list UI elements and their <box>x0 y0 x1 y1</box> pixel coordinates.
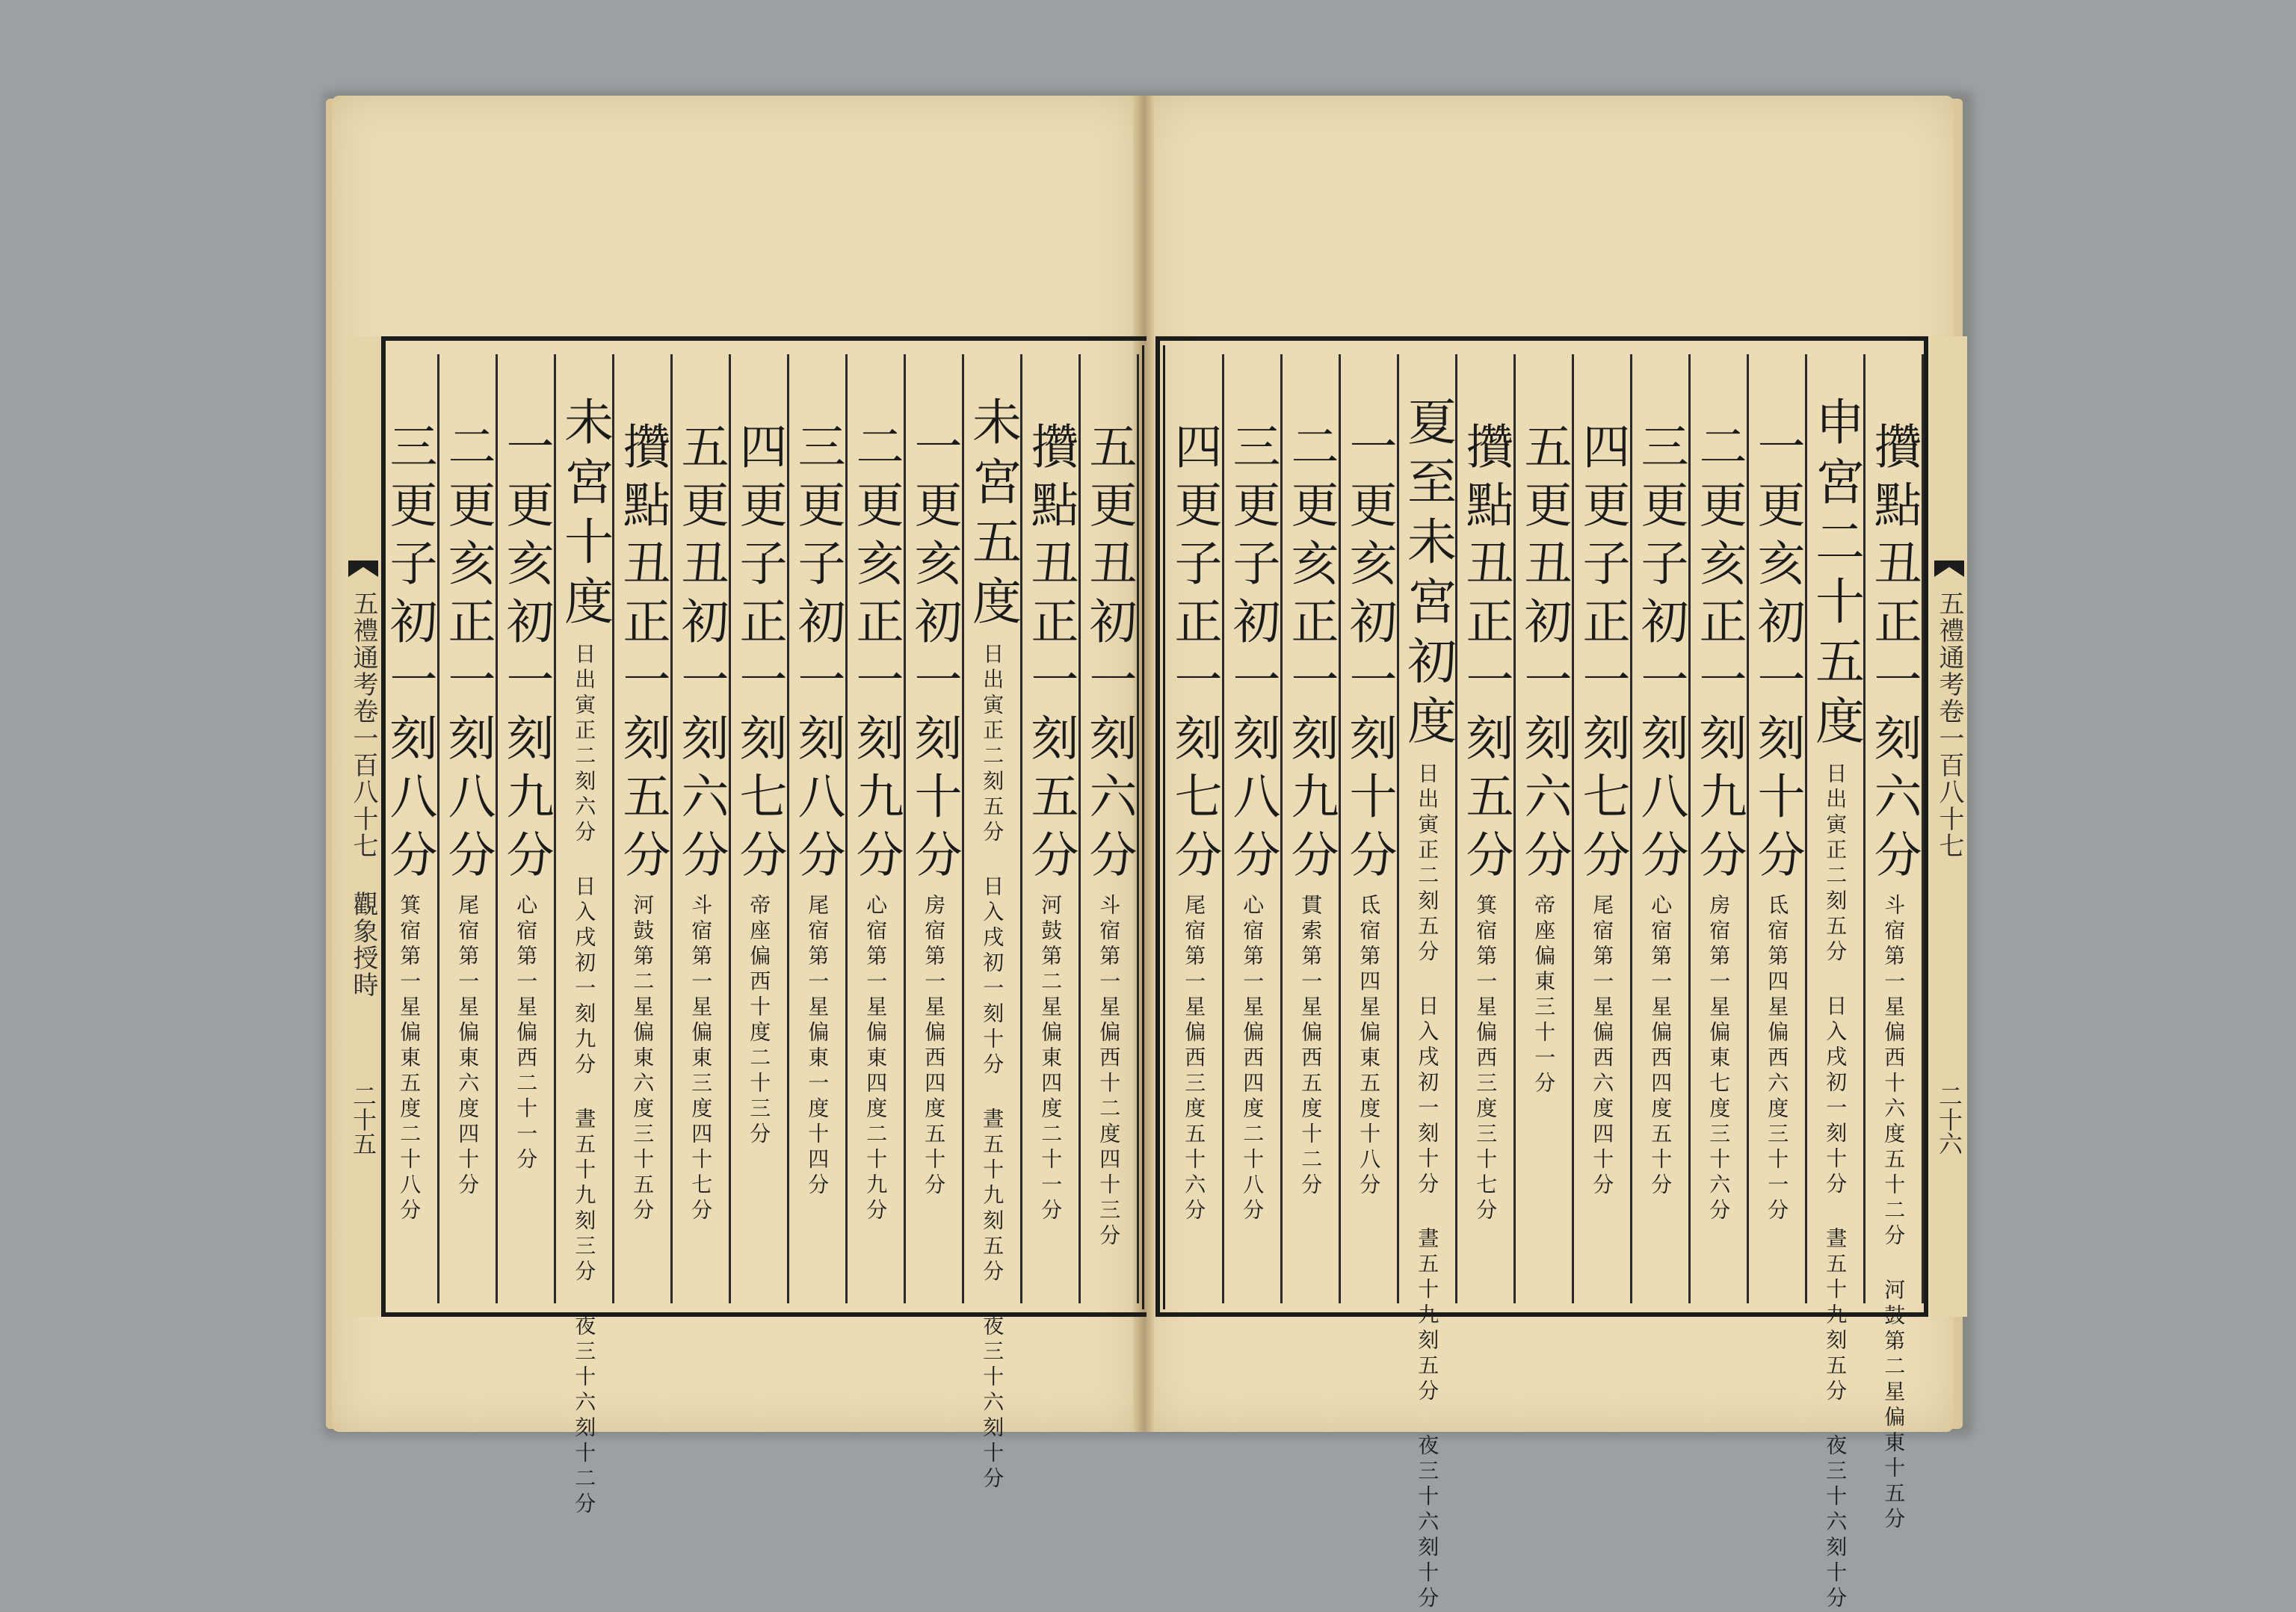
fish-tail-mark <box>348 561 378 577</box>
column-main-text: 四更子正一刻七分 <box>731 421 787 888</box>
column-main-text: 三更子初一刻八分 <box>1632 421 1688 888</box>
right-folio-title: 五禮通考卷一百八十七 <box>1934 590 1964 859</box>
left-folio-page-number: 二十五 <box>349 1084 377 1155</box>
column-note-text: 帝座偏東三十一分 <box>1531 894 1557 1097</box>
text-column <box>906 354 964 1303</box>
column-main-text: 四更子正一刻七分 <box>1574 421 1630 888</box>
column-main-text: 一更亥初一刻十分 <box>1749 421 1805 888</box>
column-main-text: 三更子初一刻八分 <box>381 421 437 888</box>
column-note-text: 尾宿第一星偏西六度四十分 <box>1590 894 1615 1199</box>
text-column <box>1806 354 1866 1612</box>
column-main-text: 三更子初一刻八分 <box>789 421 845 888</box>
text-column <box>614 354 673 1303</box>
text-column <box>1632 354 1691 1303</box>
text-column <box>555 354 614 1518</box>
text-column <box>1022 354 1081 1303</box>
column-main-text: 攢點丑正一刻六分 <box>1866 421 1922 888</box>
right-folio-strip <box>1931 336 1967 1317</box>
column-main-text: 攢點丑正一刻五分 <box>1022 421 1078 888</box>
column-main-text: 申宮二十五度 <box>1806 396 1865 755</box>
column-main-text: 二更亥正一刻九分 <box>1283 421 1339 888</box>
column-note-text: 尾宿第一星偏西三度五十六分 <box>1182 894 1207 1224</box>
column-main-text: 五更丑初一刻六分 <box>1516 421 1572 888</box>
text-column <box>789 354 848 1303</box>
column-note-text: 尾宿第一星偏東一度十四分 <box>805 894 830 1199</box>
fish-tail-mark <box>1934 561 1964 577</box>
text-column <box>381 354 439 1303</box>
column-main-text: 一更亥初一刻十分 <box>906 421 962 888</box>
text-column <box>1866 354 1924 1533</box>
text-column <box>1691 354 1749 1303</box>
column-main-text: 一更亥初一刻九分 <box>498 421 554 888</box>
text-column <box>1516 354 1574 1303</box>
column-main-text: 五更丑初一刻六分 <box>1081 421 1137 888</box>
left-frame-inner-rule <box>1142 345 1144 1309</box>
column-note-text: 日出寅正二刻五分 日入戌初一刻十分 晝五十九刻五分 夜三十六刻十分 <box>980 643 1005 1492</box>
column-note-text: 斗宿第一星偏西十六度五十二分 河鼓第二星偏東十五分 <box>1881 894 1907 1533</box>
text-column <box>1166 354 1224 1303</box>
column-main-text: 五更丑初一刻六分 <box>673 421 729 888</box>
text-column <box>848 354 906 1303</box>
column-note-text: 斗宿第一星偏東三度四十七分 <box>688 894 714 1224</box>
column-note-text: 貫索第一星偏西五度十二分 <box>1298 894 1324 1199</box>
text-column <box>673 354 731 1303</box>
right-folio-page-number: 二十六 <box>1935 1084 1963 1155</box>
column-note-text: 河鼓第二星偏東六度三十五分 <box>630 894 655 1224</box>
column-note-text: 箕宿第一星偏西三度三十七分 <box>1473 894 1499 1224</box>
column-main-text: 未宮五度 <box>963 396 1022 635</box>
column-note-text: 房宿第一星偏東七度三十六分 <box>1706 894 1732 1224</box>
column-note-text: 斗宿第一星偏西十二度四十三分 <box>1096 894 1122 1250</box>
column-note-text: 氐宿第四星偏東五度十八分 <box>1357 894 1382 1199</box>
text-column <box>1457 354 1516 1303</box>
text-column <box>1283 354 1341 1303</box>
column-main-text: 四更子正一刻七分 <box>1166 421 1222 888</box>
column-main-text: 一更亥初一刻十分 <box>1341 421 1397 888</box>
right-frame-inner-rule <box>1163 345 1165 1309</box>
column-main-text: 攢點丑正一刻五分 <box>614 421 670 888</box>
column-note-text: 心宿第一星偏西二十一分 <box>513 894 539 1173</box>
column-note-text: 日出寅正二刻五分 日入戌初一刻十分 晝五十九刻五分 夜三十六刻十分 <box>1415 762 1440 1612</box>
text-column <box>1224 354 1283 1303</box>
column-note-text: 箕宿第一星偏東五度二十八分 <box>397 894 422 1224</box>
text-column <box>439 354 498 1303</box>
column-note-text: 房宿第一星偏西四度五十分 <box>922 894 947 1199</box>
text-column <box>1398 354 1457 1612</box>
column-note-text: 河鼓第二星偏東四度二十一分 <box>1038 894 1064 1224</box>
column-note-text: 尾宿第一星偏東六度四十分 <box>455 894 481 1199</box>
text-column <box>498 354 556 1303</box>
text-column <box>1081 354 1139 1303</box>
text-column <box>963 354 1022 1492</box>
column-note-text: 氐宿第四星偏西六度三十一分 <box>1765 894 1790 1224</box>
text-column <box>1341 354 1399 1303</box>
text-column <box>1749 354 1807 1303</box>
column-note-text: 心宿第一星偏西四度五十分 <box>1648 894 1673 1199</box>
column-note-text: 心宿第一星偏東四度二十九分 <box>863 894 889 1224</box>
column-main-text: 未宮十度 <box>555 396 614 635</box>
column-main-text: 二更亥正一刻八分 <box>439 421 496 888</box>
column-note-text: 日出寅正二刻六分 日入戌初一刻九分 晝五十九刻三分 夜三十六刻十二分 <box>572 643 597 1518</box>
column-note-text: 帝座偏西十度二十三分 <box>747 894 772 1148</box>
left-folio-strip <box>345 336 381 1317</box>
text-column <box>1574 354 1632 1303</box>
column-main-text: 二更亥正一刻九分 <box>1691 421 1747 888</box>
column-note-text: 心宿第一星偏西四度二十八分 <box>1240 894 1265 1224</box>
column-main-text: 夏至未宮初度 <box>1398 396 1457 755</box>
column-main-text: 三更子初一刻八分 <box>1224 421 1280 888</box>
column-main-text: 攢點丑正一刻五分 <box>1457 421 1513 888</box>
column-main-text: 二更亥正一刻九分 <box>848 421 904 888</box>
column-note-text: 日出寅正二刻五分 日入戌初一刻十分 晝五十九刻五分 夜三十六刻十分 <box>1823 762 1848 1612</box>
left-folio-title: 五禮通考卷一百八十七 觀象授時 <box>348 590 378 998</box>
text-column <box>731 354 789 1303</box>
